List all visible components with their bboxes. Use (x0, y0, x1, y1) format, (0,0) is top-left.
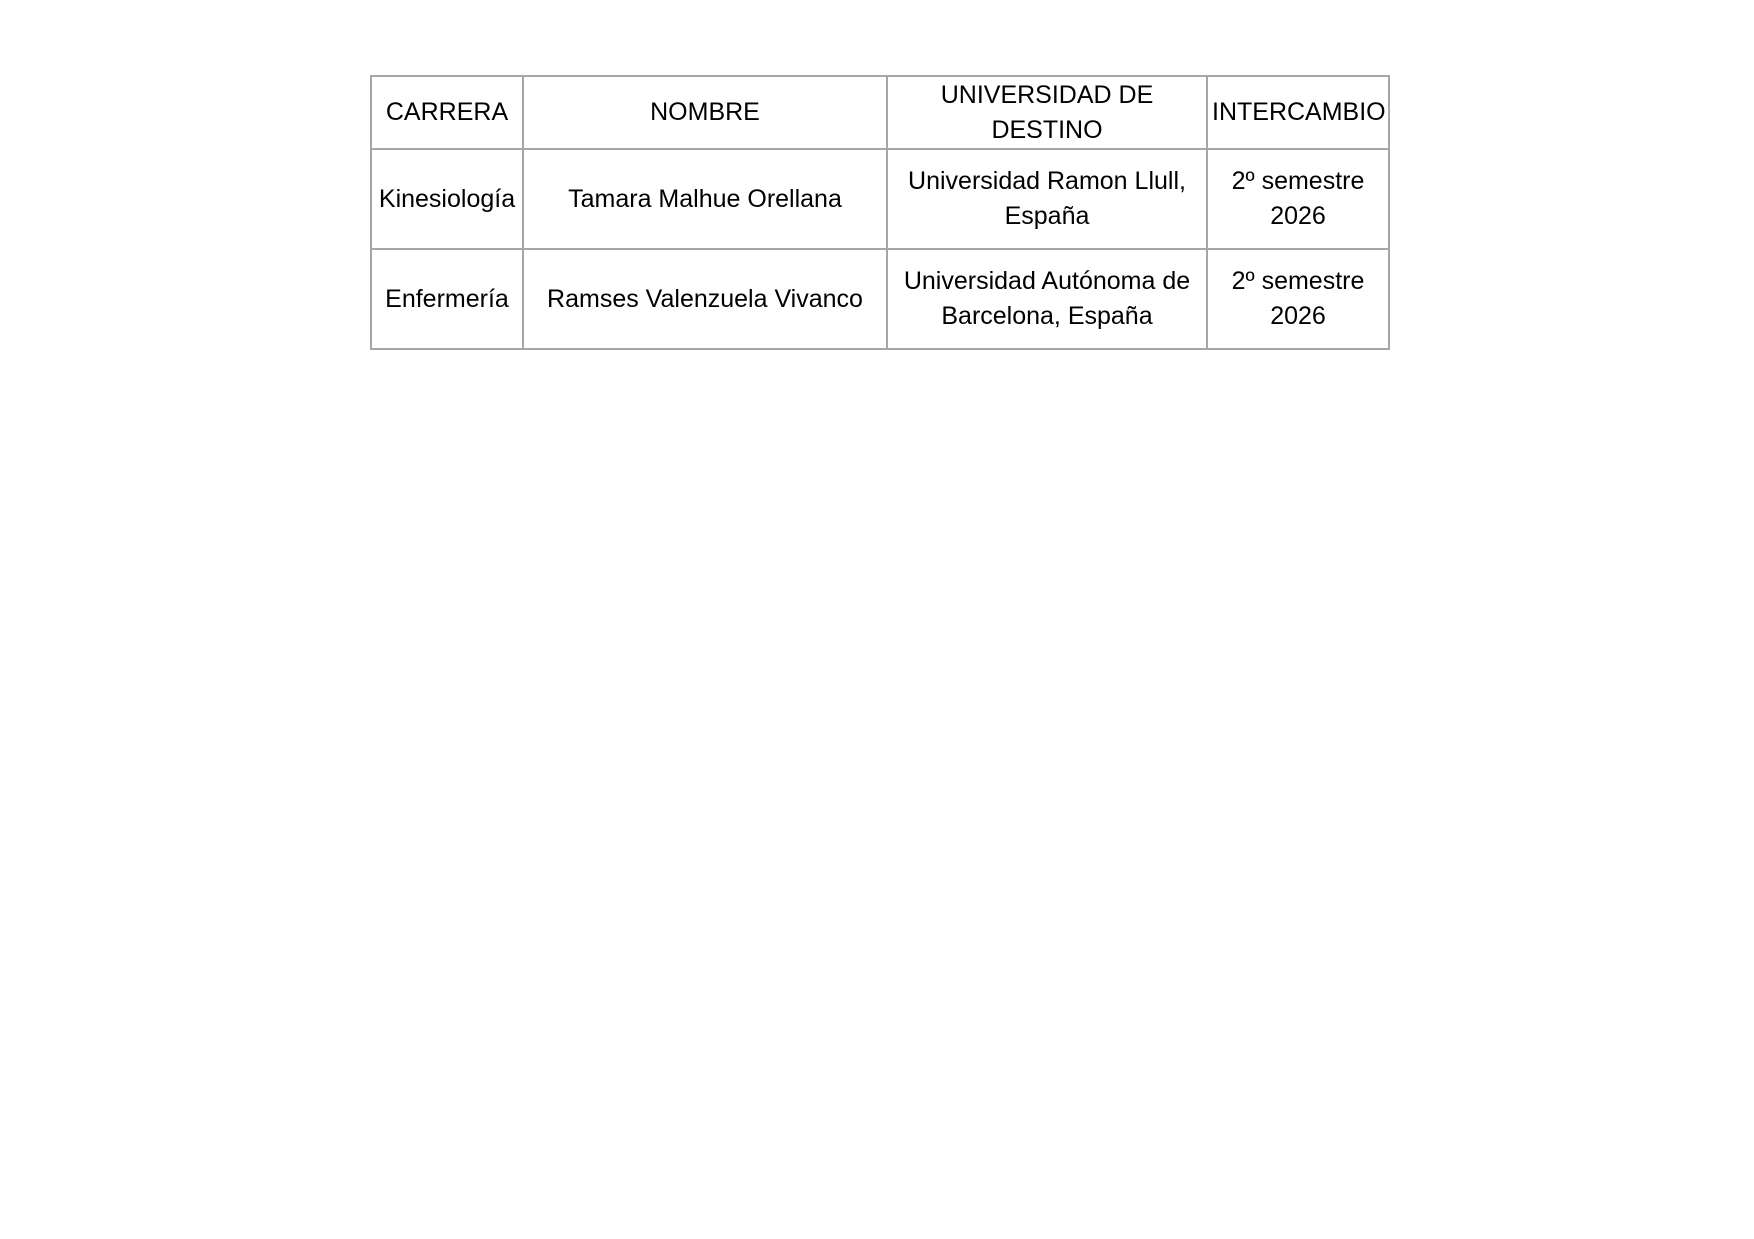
header-nombre: NOMBRE (523, 76, 887, 149)
header-universidad: UNIVERSIDAD DE DESTINO (887, 76, 1207, 149)
cell-carrera: Kinesiología (371, 149, 523, 249)
header-intercambio: INTERCAMBIO (1207, 76, 1389, 149)
header-carrera: CARRERA (371, 76, 523, 149)
cell-universidad: Universidad Autónoma de Barcelona, España (887, 249, 1207, 349)
cell-nombre: Ramses Valenzuela Vivanco (523, 249, 887, 349)
table-header-row (371, 76, 1389, 149)
cell-intercambio: 2º semestre 2026 (1207, 249, 1389, 349)
cell-nombre: Tamara Malhue Orellana (523, 149, 887, 249)
table-row (371, 249, 1389, 349)
cell-carrera: Enfermería (371, 249, 523, 349)
cell-intercambio: 2º semestre 2026 (1207, 149, 1389, 249)
exchange-students-table (370, 75, 1390, 350)
cell-universidad: Universidad Ramon Llull, España (887, 149, 1207, 249)
table-row (371, 149, 1389, 249)
